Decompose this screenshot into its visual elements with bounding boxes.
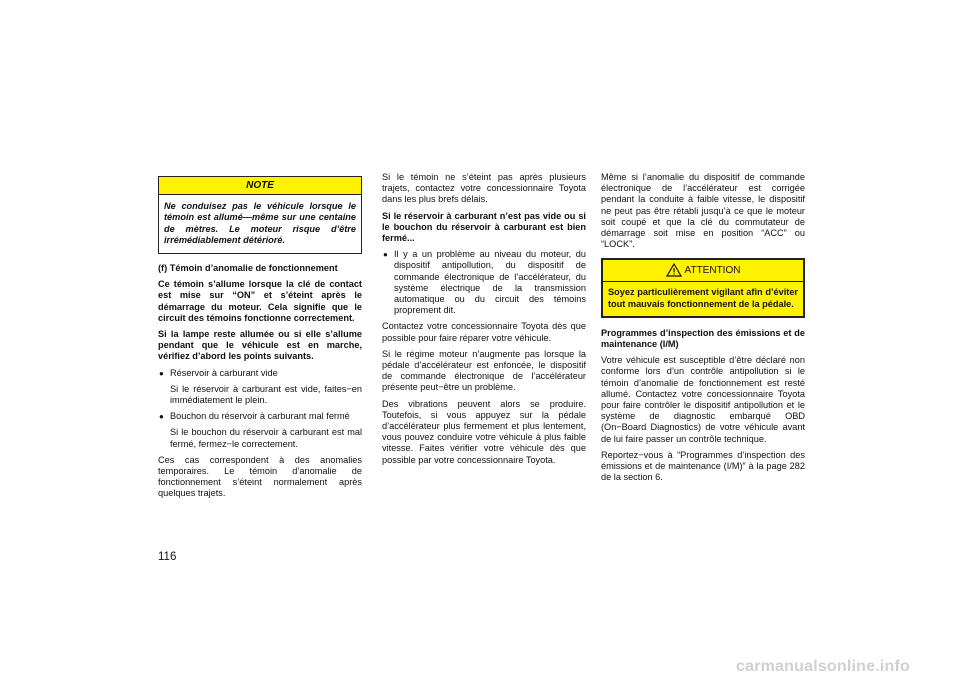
bullet-item: ● Réservoir à carburant vide [158, 368, 362, 379]
paragraph: Contactez votre concessionnaire Toyota dès que possible pour faire réparer votre véhicule. [382, 321, 586, 343]
paragraph: Reportez−vous à “Programmes d’inspection des émissions et de maintenance (I/M)” à la page 282 de la section 6. [601, 449, 805, 483]
column-middle [382, 172, 586, 471]
section-title-malfunction: (f) Témoin d’anomalie de fonctionnement [158, 263, 338, 274]
paragraph: Si le réservoir à carburant n’est pas vide ou si le bouchon du réservoir à carburant est bien fermé... [382, 210, 586, 244]
paragraph: Ces cas correspondent à des anomalies temporaires. Le témoin d’anomalie de fonctionnement s’éteint normalement après quelques trajets. [158, 454, 362, 499]
warning-triangle-icon [666, 263, 682, 277]
paragraph: Ce témoin s’allume lorsque la clé de contact est mise sur “ON” et s’éteint après le démarrage du moteur. Cela signifie que le circuit des témoins fonctionne correctement. [158, 279, 362, 323]
attention-box [601, 258, 805, 317]
attention-heading-row [603, 260, 803, 282]
watermark: carmanualsonline.info [736, 658, 911, 675]
paragraph: Si le régime moteur n’augmente pas lorsque la pédale d’accélérateur est enfoncée, le dispositif de commande électronique de l’accélérateur présente peut−être un problème. [382, 348, 586, 393]
column-right [601, 172, 805, 488]
paragraph: Votre véhicule est susceptible d’être déclaré non conforme lors d’un contrôle antipollution si le témoin d’anomalie de fonctionnement est resté allumé. Contactez votre concessionnaire Toyota pour faire contrôler le dispositif antipollution et le système de diagnostic embarqué OBD (On−Board Diagnostics) de votre véhicule avant de lui faire passer un contrôle technique. [601, 355, 805, 444]
note-heading: NOTE [159, 177, 361, 195]
page-number: 116 [158, 551, 177, 563]
bullet-item: ● Il y a un problème au niveau du moteur, du dispositif antipollution, du dispositif de commande électronique de l’accélérateur, du système électrique de la transmission automatique ou du circuit des témoins proprement dit. [382, 249, 586, 316]
note-body: Ne conduisez pas le véhicule lorsque le témoin est allumé—même sur une centaine de mètres. Le moteur risque d’être irrémédiablement détérioré. [164, 201, 356, 245]
note-box [158, 176, 362, 254]
attention-heading: ATTENTION [684, 264, 741, 276]
bullet-subtext: Si le réservoir à carburant est vide, faites−en immédiatement le plein. [170, 383, 362, 406]
paragraph: Même si l’anomalie du dispositif de commande électronique de l’accélérateur est corrigée pendant la conduite à faible vitesse, le dispositif ne peut pas être rétabli jusqu’à ce que le moteur soit coupé et que la clé du commutateur de démarrage soit mise en position “ACC” ou “LOCK”. [601, 172, 805, 250]
section-title-inspection: Programmes d’inspection des émissions et de maintenance (I/M) [601, 327, 805, 350]
paragraph: Si la lampe reste allumée ou si elle s’allume pendant que le véhicule est en marche, vérifiez d’abord les points suivants. [158, 329, 362, 362]
column-left [158, 176, 362, 505]
attention-body: Soyez particulièrement vigilant afin d’éviter tout mauvais fonctionnement de la pédale. [608, 287, 798, 309]
bullet-item: ● Bouchon du réservoir à carburant mal fermé [158, 411, 362, 422]
bullet-subtext: Si le bouchon du réservoir à carburant est mal fermé, fermez−le correctement. [170, 427, 362, 449]
paragraph: Si le témoin ne s’éteint pas après plusieurs trajets, contactez votre concessionnaire Toyota dans les plus brefs délais. [382, 172, 586, 205]
paragraph: Des vibrations peuvent alors se produire. Toutefois, si vous appuyez sur la pédale d’accélérateur plus fermement et plus lentement, vous pouvez conduire votre véhicule à plus faible vitesse. Faites vérifier votre véhicule dès que possible par votre concessionnaire Toyota. [382, 398, 586, 465]
